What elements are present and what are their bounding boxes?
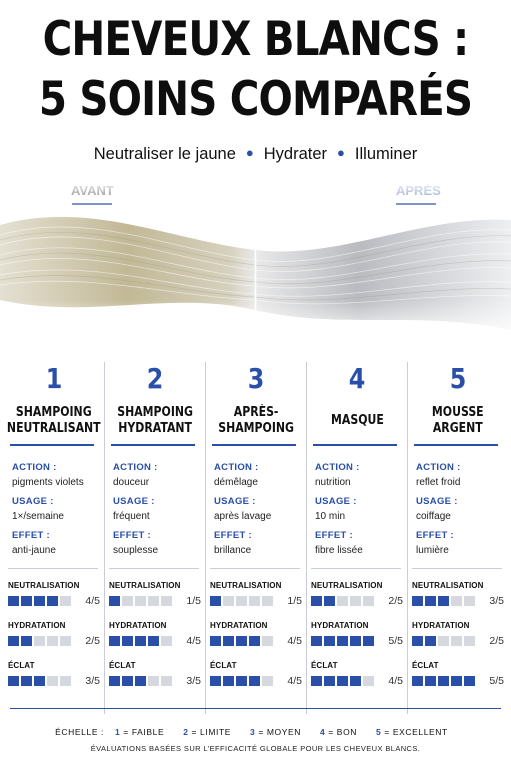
shine-metric-label: ÉCLAT: [109, 661, 136, 670]
rating-segment: [464, 676, 475, 686]
rating-segment: [122, 596, 133, 606]
rating-segment: [249, 676, 260, 686]
rating-segment: [350, 636, 361, 646]
page-title-line-1: CHEVEUX BLANCS :: [42, 12, 469, 67]
product-name-underline: [10, 444, 94, 446]
usage-label: USAGE :: [12, 496, 54, 507]
rating-segment: [412, 636, 423, 646]
rating-segment: [262, 596, 273, 606]
product-number: 1: [45, 362, 63, 395]
effect-label: EFFET :: [214, 530, 252, 541]
neutralisation-score: 1/5: [287, 595, 302, 607]
rating-segment: [161, 676, 172, 686]
hydration-score: 5/5: [388, 635, 403, 647]
scale-key: 4: [319, 727, 326, 737]
rating-segment: [311, 636, 322, 646]
scale-label: = EXCELLENT: [384, 727, 448, 737]
shine-score: 4/5: [388, 675, 403, 687]
hydration-rating-bar: [412, 636, 475, 646]
action-value: pigments violets: [12, 477, 84, 488]
rating-segment: [363, 676, 374, 686]
shine-rating-bar: [210, 676, 273, 686]
product-name-text: SHAMPOING NEUTRALISANT: [7, 405, 101, 436]
rating-segment: [47, 676, 58, 686]
rating-segment: [122, 676, 133, 686]
product-number: 4: [348, 362, 366, 395]
product-name: [410, 402, 506, 440]
shine-metric-label: ÉCLAT: [412, 661, 439, 670]
rating-segment: [135, 636, 146, 646]
rating-segment: [236, 676, 247, 686]
subtitle-item: Hydrater: [263, 145, 328, 163]
rating-segment: [412, 596, 423, 606]
metrics-divider: [210, 568, 300, 569]
action-value: démêlage: [214, 477, 258, 488]
neutralisation-rating-bar: [412, 596, 475, 606]
rating-segment: [464, 596, 475, 606]
rating-segment: [135, 676, 146, 686]
rating-segment: [324, 636, 335, 646]
neutralisation-rating-bar: [210, 596, 273, 606]
product-name-underline: [111, 444, 195, 446]
action-label: ACTION :: [12, 462, 57, 473]
column-divider: [205, 362, 206, 714]
product-name-text: SHAMPOING HYDRATANT: [117, 405, 193, 436]
rating-segment: [109, 676, 120, 686]
action-value: douceur: [113, 477, 150, 488]
rating-segment: [223, 636, 234, 646]
page-title-line-2: 5 SOINS COMPARÉS: [38, 72, 473, 127]
metrics-divider: [412, 568, 502, 569]
rating-segment: [350, 596, 361, 606]
footnote: ÉVALUATIONS BASÉES SUR L’EFFICACITÉ GLOBALE POUR LES CHEVEUX BLANCS.: [90, 744, 421, 753]
product-name-underline: [313, 444, 397, 446]
rating-scale: [0, 727, 511, 737]
product-name: [208, 402, 304, 440]
rating-segment: [135, 596, 146, 606]
rating-segment: [223, 676, 234, 686]
shine-score: 3/5: [186, 675, 201, 687]
rating-segment: [363, 596, 374, 606]
rating-segment: [60, 596, 71, 606]
rating-segment: [262, 676, 273, 686]
product-name-text: MASQUE: [330, 413, 384, 428]
shine-score: 3/5: [85, 675, 100, 687]
rating-segment: [337, 596, 348, 606]
rating-segment: [8, 676, 19, 686]
action-value: reflet froid: [416, 477, 461, 488]
rating-segment: [324, 676, 335, 686]
action-label: ACTION :: [214, 462, 259, 473]
subtitle: [0, 145, 511, 164]
product-name: [309, 402, 405, 440]
neutralisation-score: 1/5: [186, 595, 201, 607]
effect-label: EFFET :: [416, 530, 454, 541]
product-name-text: APRÈS- SHAMPOING: [218, 405, 294, 436]
shine-rating-bar: [311, 676, 374, 686]
action-label: ACTION :: [315, 462, 360, 473]
usage-value: fréquent: [113, 511, 150, 522]
hydration-score: 2/5: [85, 635, 100, 647]
neutralisation-score: 4/5: [85, 595, 100, 607]
product-name: [6, 402, 102, 440]
neutralisation-metric-label: NEUTRALISATION: [412, 581, 484, 590]
rating-segment: [34, 676, 45, 686]
rating-segment: [47, 596, 58, 606]
rating-segment: [21, 636, 32, 646]
action-value: nutrition: [315, 477, 351, 488]
product-column: [309, 362, 405, 714]
product-column: [208, 362, 304, 714]
shine-score: 4/5: [287, 675, 302, 687]
rating-segment: [161, 596, 172, 606]
neutralisation-metric-label: NEUTRALISATION: [311, 581, 383, 590]
rating-segment: [210, 676, 221, 686]
effect-value: souplesse: [113, 545, 159, 556]
rating-segment: [249, 596, 260, 606]
hydration-rating-bar: [210, 636, 273, 646]
neutralisation-rating-bar: [311, 596, 374, 606]
rating-segment: [60, 676, 71, 686]
rating-segment: [425, 596, 436, 606]
rating-segment: [451, 596, 462, 606]
usage-label: USAGE :: [113, 496, 155, 507]
hydration-rating-bar: [109, 636, 172, 646]
neutralisation-rating-bar: [8, 596, 71, 606]
rating-segment: [60, 636, 71, 646]
scale-label: = BON: [328, 727, 358, 737]
hydration-rating-bar: [8, 636, 71, 646]
rating-segment: [122, 636, 133, 646]
effect-value: brillance: [214, 545, 252, 556]
shine-rating-bar: [109, 676, 172, 686]
neutralisation-metric-label: NEUTRALISATION: [210, 581, 282, 590]
rating-segment: [249, 636, 260, 646]
effect-value: anti-jaune: [12, 545, 56, 556]
rating-segment: [464, 636, 475, 646]
hydration-score: 4/5: [287, 635, 302, 647]
product-number: 3: [247, 362, 265, 395]
shine-metric-label: ÉCLAT: [8, 661, 35, 670]
hydration-metric-label: HYDRATATION: [311, 621, 369, 630]
bullet-icon: ●: [245, 145, 254, 160]
subtitle-item: Illuminer: [354, 145, 418, 163]
rating-segment: [425, 636, 436, 646]
metrics-divider: [109, 568, 199, 569]
column-divider: [104, 362, 105, 714]
rating-segment: [148, 636, 159, 646]
rating-segment: [438, 596, 449, 606]
rating-segment: [412, 676, 423, 686]
product-name-text: MOUSSE ARGENT: [432, 405, 484, 436]
hair-before-after-image: [0, 180, 511, 340]
scale-label: = FAIBLE: [123, 727, 165, 737]
action-label: ACTION :: [113, 462, 158, 473]
bullet-icon: ●: [337, 145, 345, 160]
rating-segment: [210, 596, 221, 606]
rating-segment: [236, 636, 247, 646]
shine-score: 5/5: [489, 675, 504, 687]
product-name-underline: [212, 444, 296, 446]
action-label: ACTION :: [416, 462, 461, 473]
rating-segment: [109, 636, 120, 646]
rating-segment: [311, 676, 322, 686]
effect-label: EFFET :: [12, 530, 50, 541]
rating-segment: [337, 636, 348, 646]
neutralisation-score: 3/5: [489, 595, 504, 607]
rating-segment: [438, 676, 449, 686]
rating-segment: [21, 596, 32, 606]
usage-label: USAGE :: [214, 496, 256, 507]
effect-value: lumière: [416, 545, 449, 556]
scale-label: = LIMITE: [191, 727, 232, 737]
usage-value: 10 min: [315, 511, 346, 522]
rating-segment: [223, 596, 234, 606]
rating-segment: [236, 596, 247, 606]
effect-label: EFFET :: [315, 530, 353, 541]
footer-divider: [10, 708, 501, 709]
product-number: 5: [449, 362, 467, 395]
neutralisation-score: 2/5: [388, 595, 403, 607]
rating-segment: [451, 636, 462, 646]
shine-metric-label: ÉCLAT: [311, 661, 338, 670]
hydration-metric-label: HYDRATATION: [210, 621, 268, 630]
rating-segment: [425, 676, 436, 686]
rating-segment: [34, 596, 45, 606]
rating-segment: [148, 596, 159, 606]
neutralisation-metric-label: NEUTRALISATION: [109, 581, 181, 590]
hydration-metric-label: HYDRATATION: [109, 621, 167, 630]
rating-segment: [210, 636, 221, 646]
scale-label: = MOYEN: [258, 727, 302, 737]
effect-value: fibre lissée: [315, 545, 363, 556]
usage-value: coiffage: [416, 511, 451, 522]
usage-label: USAGE :: [416, 496, 458, 507]
rating-segment: [109, 596, 120, 606]
shine-rating-bar: [8, 676, 71, 686]
hydration-score: 4/5: [186, 635, 201, 647]
effect-label: EFFET :: [113, 530, 151, 541]
shine-metric-label: ÉCLAT: [210, 661, 237, 670]
product-number: 2: [146, 362, 164, 395]
product-name: [107, 402, 203, 440]
shine-rating-bar: [412, 676, 475, 686]
column-divider: [306, 362, 307, 714]
neutralisation-rating-bar: [109, 596, 172, 606]
rating-segment: [161, 636, 172, 646]
usage-value: 1×/semaine: [12, 511, 64, 522]
hydration-metric-label: HYDRATATION: [8, 621, 66, 630]
rating-segment: [337, 676, 348, 686]
scale-key: 3: [250, 727, 256, 737]
hydration-metric-label: HYDRATATION: [412, 621, 470, 630]
scale-prefix: ÉCHELLE :: [55, 727, 105, 737]
rating-segment: [34, 636, 45, 646]
hydration-rating-bar: [311, 636, 374, 646]
rating-segment: [262, 636, 273, 646]
rating-segment: [21, 676, 32, 686]
subtitle-item: Neutraliser le jaune: [93, 145, 236, 163]
hydration-score: 2/5: [489, 635, 504, 647]
product-name-underline: [414, 444, 498, 446]
rating-segment: [451, 676, 462, 686]
metrics-divider: [8, 568, 98, 569]
metrics-divider: [311, 568, 401, 569]
scale-key: 1: [115, 727, 121, 737]
rating-segment: [8, 596, 19, 606]
usage-value: après lavage: [214, 511, 272, 522]
column-divider: [407, 362, 408, 714]
rating-segment: [363, 636, 374, 646]
product-column: [107, 362, 203, 714]
rating-segment: [47, 636, 58, 646]
rating-segment: [311, 596, 322, 606]
rating-segment: [324, 596, 335, 606]
product-column: [6, 362, 102, 714]
scale-key: 5: [376, 727, 382, 737]
neutralisation-metric-label: NEUTRALISATION: [8, 581, 80, 590]
usage-label: USAGE :: [315, 496, 357, 507]
rating-segment: [8, 636, 19, 646]
product-column: [410, 362, 506, 714]
rating-segment: [438, 636, 449, 646]
scale-key: 2: [183, 727, 189, 737]
rating-segment: [148, 676, 159, 686]
rating-segment: [350, 676, 361, 686]
